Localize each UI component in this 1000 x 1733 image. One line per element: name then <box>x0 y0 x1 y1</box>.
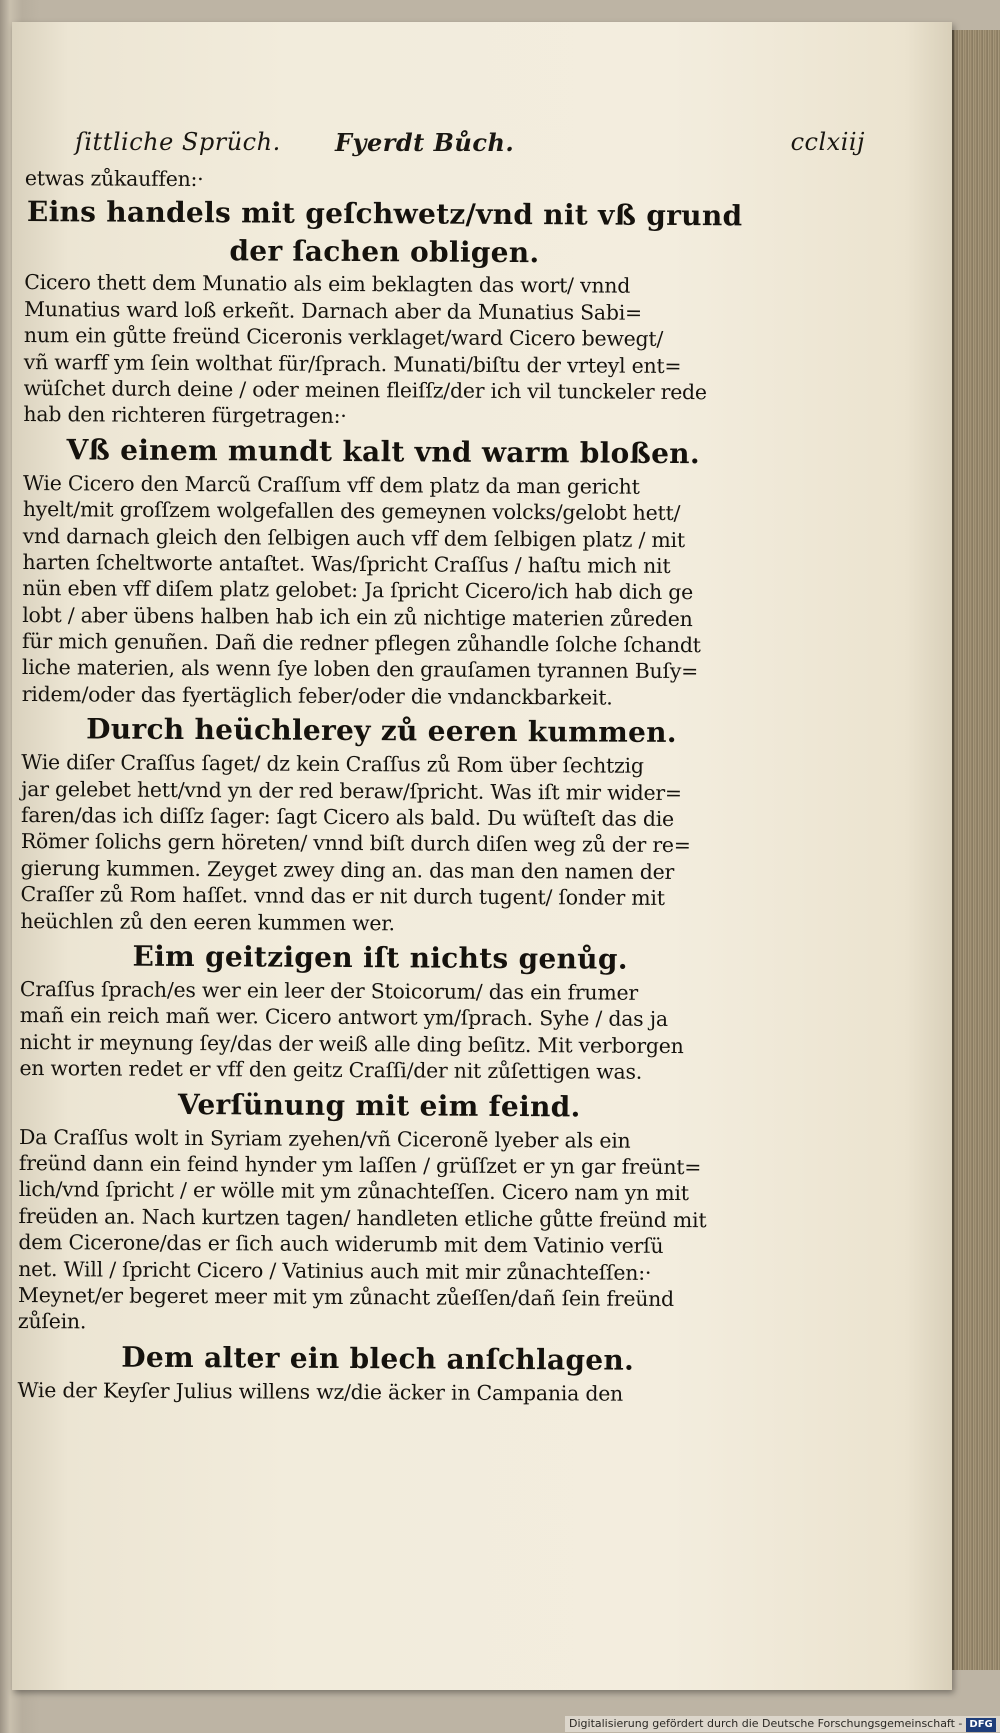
digitization-credit <box>565 1716 1000 1732</box>
text-line: lich/vnd ſpricht / er wölle mit ym zůnachteſſen. Cicero nam yn mit <box>18 1177 689 1206</box>
text-line: harten ſcheltworte antaſtet. Was/ſpricht Craſſus / haſtu mich nit <box>22 549 671 578</box>
text-line: en worten redet er vff den geitz Craſſi/der nit zůſettigen was. <box>19 1056 643 1084</box>
dfg-logo: DFG <box>966 1718 995 1732</box>
text-line: ridem/oder das fyertäglich feber/oder die vndanckbarkeit. <box>21 681 613 710</box>
text-line: für mich genuñen. Dañ die redner pflegen zůhandle ſolche ſchandt <box>22 629 701 658</box>
text-line: Wie der Keyſer Julius willens wz/die äcker in Campania den <box>17 1377 624 1406</box>
text-line: hab den richteren fürgetragen:· <box>23 402 347 429</box>
text-line: heüchlen zů den eeren kummen wer. <box>20 908 395 935</box>
text-line: nicht ir meynung ſey/das der weiß alle ding beſitz. Mit verborgen <box>19 1029 684 1058</box>
text-line: dem Cicerone/das er ſich auch widerumb mit dem Vatinio verſü <box>18 1230 664 1259</box>
section-heading: Eim geitzigen iſt nichts genůg. <box>132 939 628 976</box>
text-line: Römer ſolichs gern höreten/ vnnd biſt durch diſen weg zů der re= <box>20 829 691 858</box>
text-line: net. Will / ſpricht Cicero / Vatinius auch mit mir zůnachteſſen:· <box>18 1256 652 1285</box>
text-line: vnd darnach gleich den ſelbigen auch vff dem ſelbigen platz / mit <box>22 523 686 552</box>
main-text <box>17 165 745 1407</box>
text-line: gierung kummen. Zeyget zwey ding an. das man den namen der <box>20 855 675 884</box>
text-line: Wie Cicero den Marcũ Craſſum vff dem platz da man gericht <box>22 470 640 499</box>
text-line: faren/das ich diſſz ſager: ſagt Cicero als bald. Du wüſteſt das die <box>20 803 675 832</box>
text-line: zůſein. <box>17 1309 87 1334</box>
section-heading: Eins handels mit geſchwetz/vnd nit vß grund <box>26 195 743 233</box>
credit-text: Digitalisierung gefördert durch die Deutsche Forschungsgemeinschaft - <box>569 1717 963 1730</box>
section-heading: Dem alter ein blech anſchlagen. <box>121 1340 635 1377</box>
header-book-title: Fyerdt Bůch. <box>335 128 515 157</box>
text-line: hyelt/mit groſſzem wolgefallen des gemeynen volcks/gelobt hett/ <box>22 497 681 526</box>
text-line: Craſſus ſprach/es wer ein leer der Stoicorum/ das ein frumer <box>19 976 638 1005</box>
text-line: Cicero thett dem Munatio als eim beklagten das wort/ vnnd <box>24 270 631 299</box>
folio-number: cclxiij <box>790 128 865 156</box>
running-header <box>75 128 865 164</box>
text-line: Meynet/er begeret meer mit ym zůnacht zůeſſen/dañ ſein freünd <box>18 1282 675 1311</box>
text-line: etwas zůkauffen:· <box>24 165 204 192</box>
section-heading: der ſachen obligen. <box>229 234 540 270</box>
text-line: nün eben vff diſem platz gelobet: Ja ſpricht Cicero/ich hab dich ge <box>22 576 694 605</box>
section-heading: Vß einem mundt kalt vnd warm bloßen. <box>66 432 701 470</box>
text-line: Munatius ward loß erkeñt. Darnach aber da Munatius Sabi= <box>24 296 643 325</box>
text-line: liche materien, als wenn ſye loben den grauſamen tyrannen Buſy= <box>21 655 699 684</box>
section-heading: Durch heüchlerey zů eeren kummen. <box>86 712 677 750</box>
text-line: vñ warff ym ſein wolthat für/ſprach. Munati/biſtu der vrteyl ent= <box>23 349 682 378</box>
text-line: num ein gůtte freünd Ciceronis verklaget/ward Cicero bewegt/ <box>23 323 664 352</box>
section-heading: Verſünung mit eim feind. <box>177 1087 581 1123</box>
text-line: Wie diſer Craſſus ſaget/ dz kein Craſſus zů Rom über ſechtzig <box>21 750 644 779</box>
header-section-title: ſittliche Sprüch. <box>75 128 281 156</box>
book-page-edges <box>952 30 1000 1670</box>
text-line: freüden an. Nach kurtzen tagen/ handleten etliche gůtte freünd mit <box>18 1203 707 1232</box>
text-line: lobt / aber übens halben hab ich ein zů nichtige materien zůreden <box>22 602 693 631</box>
text-line: freünd dann ein feind hynder ym laſſen / grüſſzet er yn gar freünt= <box>18 1150 702 1180</box>
text-line: mañ ein reich mañ wer. Cicero antwort ym/ſprach. Syhe / das ja <box>19 1003 668 1032</box>
text-line: wüſchet durch deine / oder meinen fleiſſz/der ich vil tunckeler rede <box>23 375 707 405</box>
text-line: Da Craſſus wolt in Syriam zyehen/vñ Ciceronẽ lyeber als ein <box>18 1124 631 1153</box>
text-line: jar gelebet hett/vnd yn der red beraw/ſpricht. Was iſt mir wider= <box>21 776 682 805</box>
text-line: Craſſer zů Rom haſſet. vnnd das er nit durch tugent/ ſonder mit <box>20 882 665 911</box>
